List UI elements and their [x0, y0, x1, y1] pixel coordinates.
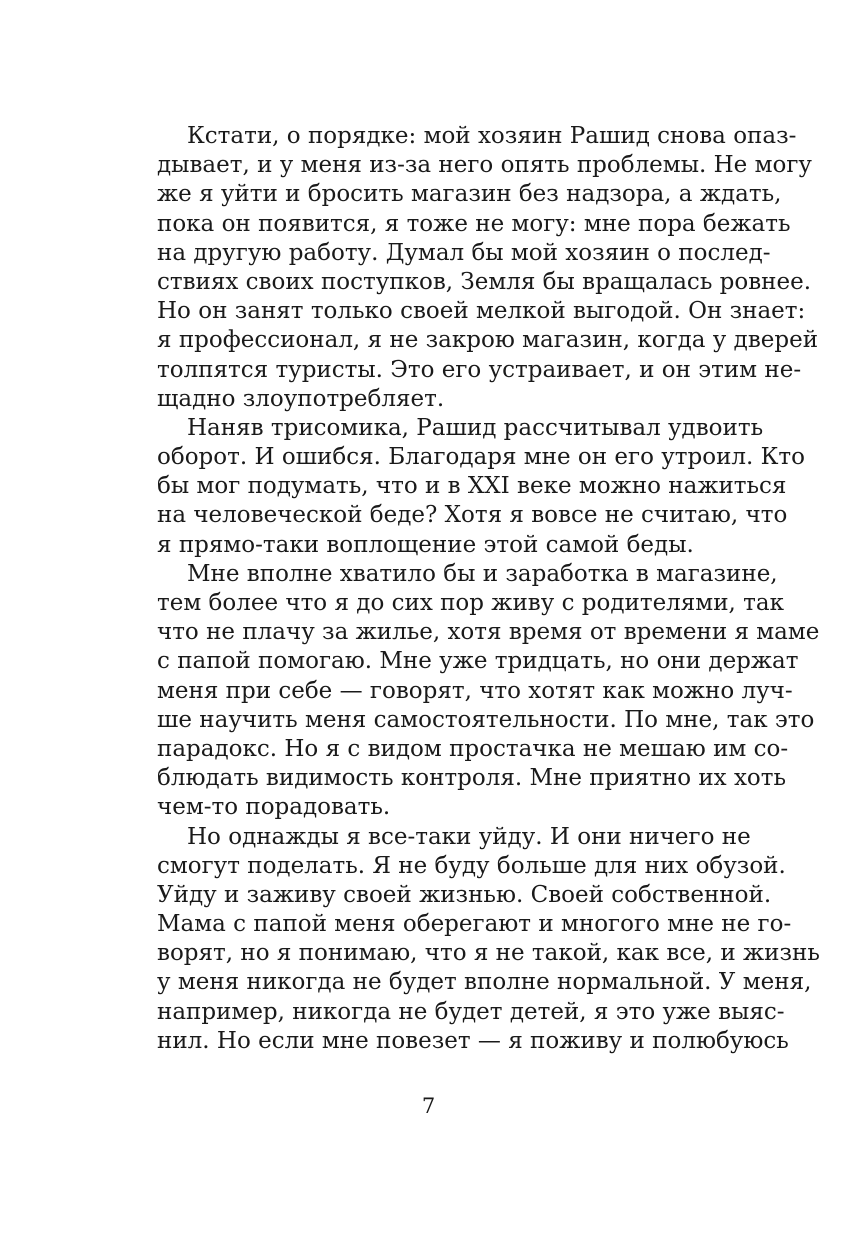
- text-line: ворят, но я понимаю, что я не такой, как все, и жизнь: [157, 940, 820, 967]
- text-line: у меня никогда не будет вполне нормальной. У меня,: [157, 969, 812, 996]
- text-line: что не плачу за жилье, хотя время от времени я маме: [157, 619, 820, 646]
- page-number: 7: [421, 1094, 436, 1118]
- text-line: ше научить меня самостоятельности. По мне, так это: [157, 706, 815, 733]
- text-line: Наняв трисомика, Рашид рассчитывал удвоить: [187, 414, 764, 441]
- text-line: толпятся туристы. Это его устраивает, и он этим не-: [157, 356, 802, 383]
- text-line: смогут поделать. Я не буду больше для них обузой.: [157, 852, 786, 879]
- text-line: блюдать видимость контроля. Мне приятно их хоть: [157, 765, 787, 792]
- text-line: Кстати, о порядке: мой хозяин Рашид снова опаз-: [187, 123, 797, 149]
- text-line: Но он занят только своей мелкой выгодой. Он знает:: [157, 298, 806, 325]
- text-line: я прямо-таки воплощение этой самой беды.: [157, 531, 694, 558]
- text-line: на человеческой беде? Хотя я вовсе не считаю, что: [157, 502, 788, 529]
- text-line: же я уйти и бросить магазин без надзора, а ждать,: [157, 181, 782, 208]
- text-line: бы мог подумать, что и в XXI веке можно нажиться: [157, 473, 787, 500]
- text-line: чем-то порадовать.: [157, 794, 391, 821]
- text-line: например, никогда не будет детей, я это уже выяс-: [157, 998, 785, 1025]
- text-line: щадно злоупотребляет.: [157, 385, 445, 412]
- text-line: нил. Но если мне повезет — я поживу и полюбуюсь: [157, 1027, 789, 1054]
- text-line: Но однажды я все-таки уйду. И они ничего не: [187, 823, 751, 850]
- text-line: Уйду и заживу своей жизнью. Своей собственной.: [157, 881, 772, 908]
- text-line: Мама с папой меня оберегают и многого мне не го-: [157, 911, 792, 938]
- text-line: пока он появится, я тоже не могу: мне пора бежать: [157, 210, 791, 237]
- text-line: меня при себе — говорят, что хотят как можно луч-: [157, 677, 793, 704]
- text-line: я профессионал, я не закрою магазин, когда у дверей: [157, 327, 819, 354]
- text-line: оборот. И ошибся. Благодаря мне он его утроил. Кто: [157, 444, 805, 471]
- text-line: с папой помогаю. Мне уже тридцать, но они держат: [157, 648, 799, 675]
- text-line: тем более что я до сих пор живу с родителями, так: [157, 590, 784, 616]
- body-text: [157, 122, 820, 1056]
- text-line: парадокс. Но я с видом простачка не мешаю им со-: [157, 735, 789, 762]
- text-line: на другую работу. Думал бы мой хозяин о послед-: [157, 239, 771, 266]
- text-line: Мне вполне хватило бы и заработка в магазине,: [187, 560, 778, 587]
- text-line: ствиях своих поступков, Земля бы вращалась ровнее.: [157, 268, 812, 295]
- text-line: дывает, и у меня из-за него опять проблемы. Не могу: [157, 152, 812, 179]
